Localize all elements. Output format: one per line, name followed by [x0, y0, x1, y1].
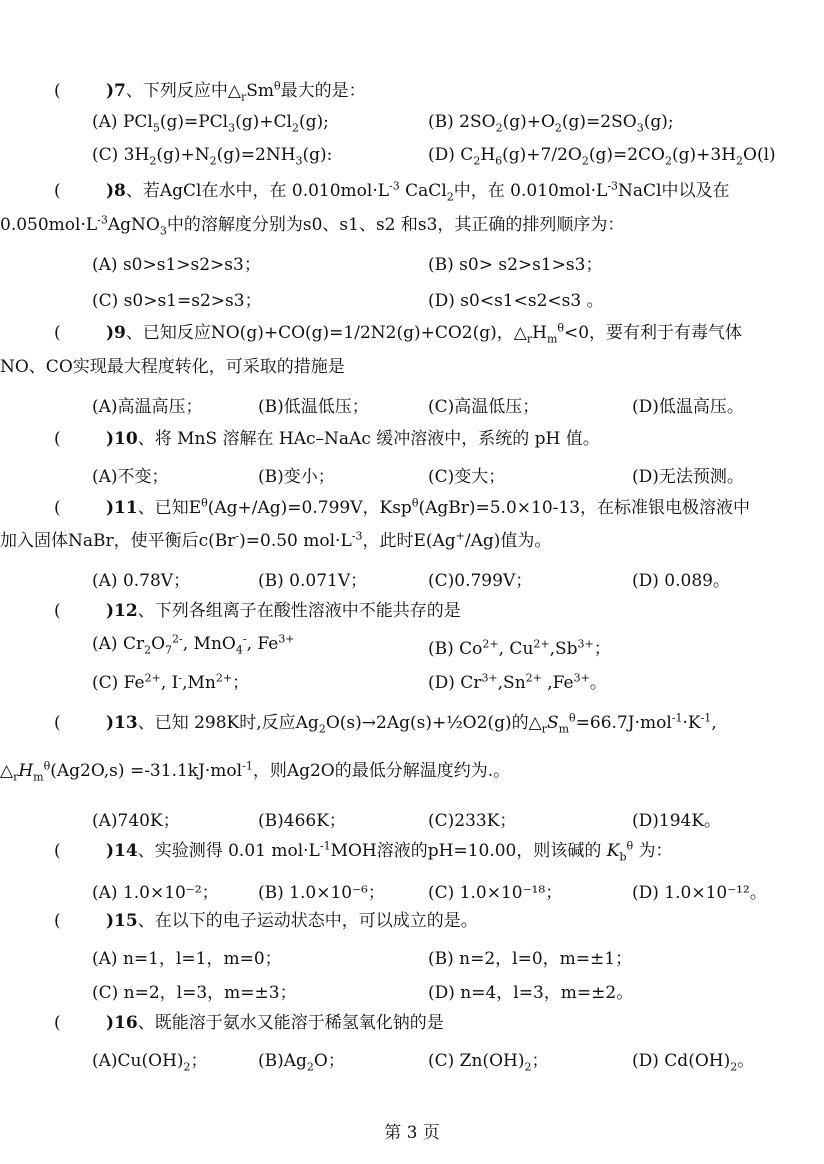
question-8-stem-2: $0.050mol\cdot L^{-3}AgNO_3$中的溶解度分别为s0、s1、s2 和s3，其正确的排列顺序为：	[0, 213, 625, 238]
question-15-paren: (	[54, 911, 61, 931]
question-8-stem: )8、若AgCl在水中，在 $0.010mol\cdot L^{-3}$ CaCl$_2$中，在 $0.010mol\cdot L^{-3}NaCl$中以及在	[106, 179, 730, 204]
question-14-stem: )14、实验测得 0.01 $mol\cdot L^{-1}MOH$溶液的pH=10.00，则该碱的 $K_b^\theta$ 为：	[106, 839, 673, 864]
q11-option-d: (D) 0.089。	[632, 571, 730, 591]
q15-option-d: (D) n=4，l=3，m=±2。	[428, 983, 634, 1003]
question-15-stem: )15、在以下的电子运动状态中，可以成立的是。	[106, 911, 478, 931]
question-13-paren: (	[54, 713, 61, 733]
question-16-paren: (	[54, 1013, 61, 1033]
q16-option-a: $(A)Cu(OH)_2$；	[92, 1051, 208, 1074]
q9-option-a: (A)高温高压；	[92, 397, 203, 417]
question-16-stem: )16、既能溶于氨水又能溶于稀氢氧化钠的是	[106, 1013, 444, 1033]
question-12-paren: (	[54, 601, 61, 621]
question-9-paren: (	[54, 323, 61, 343]
q15-option-c: (C) n=2，l=3，m=±3；	[92, 983, 297, 1003]
question-13-stem: )13、已知 298K时,反应$Ag_2O(s)\to 2Ag(s)+\frac{1}{2}O2(g)$的$\triangle_rS_m^\theta=66.7J\cdot mol^{-1}\cdot K^{-1}$,	[106, 711, 717, 736]
q7-option-a: (A) $PCl_5(g)=PCl_3(g)+Cl_2(g)$;	[92, 112, 329, 135]
q14-option-d: (D) 1.0×10⁻¹²。	[632, 883, 767, 903]
q13-option-c: (C)233K；	[428, 811, 517, 831]
q9-option-d: (D)低温高压。	[632, 397, 744, 417]
page-number: 第 3 页	[384, 1123, 440, 1143]
q15-option-a: (A) n=1，l=1，m=0；	[92, 949, 282, 969]
q12-option-d: (D) $Cr^{3+},Sn^{2+}$ $,Fe^{3+}$。	[428, 671, 607, 693]
question-7	[54, 80, 61, 102]
q14-option-c: (C) 1.0×10⁻¹⁸；	[428, 883, 563, 903]
question-9-stem: )9、已知反应NO(g)+CO(g)=1/2N2(g)+CO2(g)，$\triangle_rH_m^\theta<0$，要有利于有毒气体	[106, 321, 743, 346]
q10-option-a: (A)不变；	[92, 467, 169, 487]
q8-option-a: (A) s0>s1>s2>s3；	[92, 255, 261, 275]
q14-option-a: (A) 1.0×10⁻²；	[92, 883, 219, 903]
question-9-stem-2: NO、CO实现最大程度转化，可采取的措施是	[0, 357, 345, 377]
q8-option-d: (D) s0<s1<s2<s3 。	[428, 291, 604, 311]
q12-option-b: (B) $Co^{2+}$, $Cu^{2+},Sb^{3+}$；	[428, 637, 611, 659]
q9-option-b: (B)低温低压；	[258, 397, 369, 417]
q11-option-a: (A) 0.78V；	[92, 571, 191, 591]
q16-option-b: $(B)Ag_2O$；	[258, 1051, 345, 1074]
q8-option-b: (B) s0> s2>s1>s3；	[428, 255, 603, 275]
q13-option-d: (D)194K。	[632, 811, 722, 831]
q15-option-b: (B) n=2，l=0，m=±1；	[428, 949, 633, 969]
question-14-paren: (	[54, 841, 61, 861]
answer-paren: (	[54, 81, 61, 101]
q10-option-c: (C)变大；	[428, 467, 506, 487]
q12-option-c: (C) $Fe^{2+}$, $I^-,Mn^{2+}$；	[92, 671, 250, 693]
q11-option-b: (B) 0.071V；	[258, 571, 368, 591]
question-11-stem-2: 加入固体NaBr，使平衡后c(Br-)=0.50 $mol\cdot L^{-3}$，此时E(Ag+/Ag)值为。	[0, 529, 552, 551]
question-7-stem: )7、下列反应中$\triangle_rSm^\theta$最大的是：	[106, 79, 366, 104]
q14-option-b: (B) 1.0×10⁻⁶；	[258, 883, 385, 903]
question-13-stem-2: $\triangle_rH_m^\theta(Ag2O,s) =-31.1kJ\cdot mol^{-1}$，则Ag2O的最低分解温度约为.。	[0, 759, 511, 784]
question-12-stem: )12、下列各组离子在酸性溶液中不能共存的是	[106, 601, 461, 621]
q13-option-a: (A)740K；	[92, 811, 180, 831]
q9-option-c: (C)高温低压；	[428, 397, 540, 417]
q7-option-b: (B) $2SO_2(g)+O_2(g)=2SO_3(g)$;	[428, 112, 674, 135]
q7-option-d: (D) $C_2H_6(g)+7/2O_2(g)=2CO_2(g)+3H_2O(l)$	[428, 145, 776, 168]
q16-option-d: (D) $Cd(OH)_2$。	[632, 1051, 755, 1074]
q10-option-b: (B)变小；	[258, 467, 335, 487]
q7-option-c: (C) $3H_2(g)+N_2(g)=2NH_3(g)$:	[92, 145, 333, 168]
q11-option-c: (C)0.799V；	[428, 571, 533, 591]
q8-option-c: (C) s0>s1=s2>s3；	[92, 291, 262, 311]
question-11-stem: )11、已知$E^\theta(Ag+/Ag)=0.799V$，Ksp$^\theta$(AgBr)=5.0×10-13，在标准银电极溶液中	[106, 496, 751, 518]
q10-option-d: (D)无法预测。	[632, 467, 744, 487]
question-8-paren: (	[54, 181, 61, 201]
q13-option-b: (B)466K；	[258, 811, 346, 831]
q12-option-a: (A) $Cr_2O_7^{2-}$, MnO$_4$-, $Fe^{3+}$	[92, 632, 295, 657]
question-10-stem: )10、将 MnS 溶解在 HAc–NaAc 缓冲溶液中，系统的 pH 值。	[106, 429, 600, 449]
q16-option-c: (C) $Zn(OH)_2$；	[428, 1051, 549, 1074]
question-10-paren: (	[54, 429, 61, 449]
question-11-paren: (	[54, 498, 61, 518]
